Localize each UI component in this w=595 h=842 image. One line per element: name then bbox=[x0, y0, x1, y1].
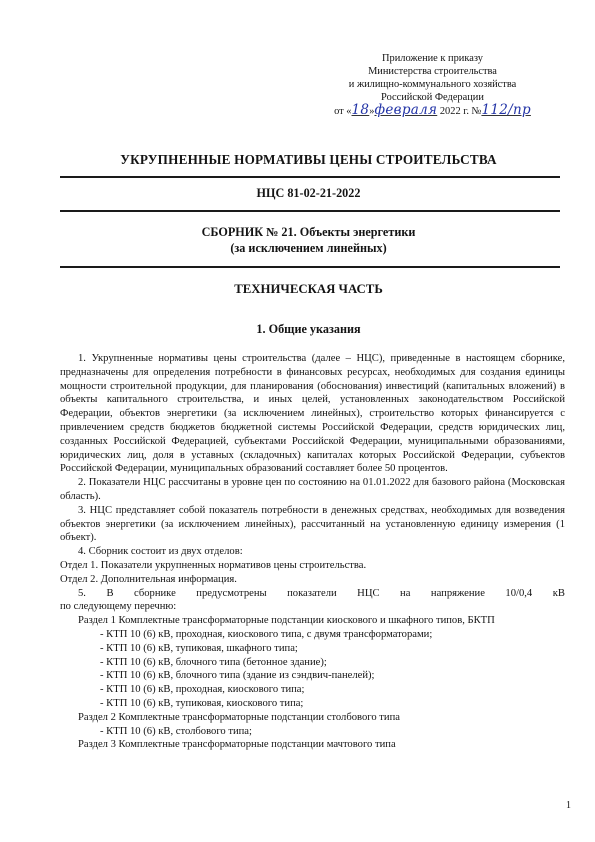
collection-title-line-2: (за исключением линейных) bbox=[230, 241, 387, 255]
p5-word: В bbox=[106, 587, 114, 599]
approval-line-4: Российской Федерации bbox=[381, 92, 484, 103]
collection-title-line-1: СБОРНИК № 21. Объекты энергетики bbox=[201, 225, 416, 239]
approval-date-line bbox=[300, 104, 565, 118]
date-month-handwritten: февраля bbox=[374, 102, 438, 118]
divider-rule bbox=[60, 210, 560, 212]
order-number-handwritten: 112/пр bbox=[481, 102, 531, 118]
p5-word: сборнике bbox=[134, 587, 176, 599]
paragraph-5 bbox=[60, 587, 565, 601]
p5-word: предусмотрены bbox=[196, 587, 267, 599]
section-heading: 1. Общие указания bbox=[256, 322, 361, 336]
p5-word: напряжение bbox=[430, 587, 485, 599]
p5-word: кВ bbox=[552, 587, 565, 599]
paragraph-4-item-1: Отдел 1. Показатели укрупненных нормативов цены строительства. bbox=[60, 559, 367, 571]
divider-rule bbox=[60, 266, 560, 268]
approval-line-1: Приложение к приказу bbox=[382, 53, 483, 64]
section-3-heading: Раздел 3 Комплектные трансформаторные подстанции мачтового типа bbox=[78, 739, 396, 751]
list-item: - КТП 10 (6) кВ, тупиковая, шкафного типа; bbox=[100, 642, 298, 654]
paragraph-4: 4. Сборник состоит из двух отделов: bbox=[78, 546, 243, 558]
approval-block bbox=[300, 52, 565, 118]
paragraph-2: 2. Показатели НЦС рассчитаны в уровне цен по состоянию на 01.01.2022 для базового района (Московская область). bbox=[60, 477, 565, 502]
p5-word: 10/0,4 bbox=[505, 587, 533, 599]
list-item: - КТП 10 (6) кВ, блочного типа (здание из сэндвич-панелей); bbox=[100, 670, 375, 682]
date-year: 2022 г. № bbox=[439, 106, 482, 117]
list-item: - КТП 10 (6) кВ, тупиковая, киоскового типа; bbox=[100, 697, 304, 709]
approval-line-3: и жилищно-коммунального хозяйства bbox=[348, 79, 517, 90]
list-item: - КТП 10 (6) кВ, проходная, киоскового типа, с двумя трансформаторами; bbox=[100, 628, 433, 640]
date-prefix: от « bbox=[334, 106, 352, 117]
document-code: НЦС 81-02-21-2022 bbox=[256, 186, 361, 200]
p5-word: на bbox=[400, 587, 411, 599]
list-item: - КТП 10 (6) кВ, проходная, киоскового типа; bbox=[100, 684, 305, 696]
body-text bbox=[60, 352, 565, 752]
date-mid: » bbox=[369, 106, 375, 117]
section-1-heading: Раздел 1 Комплектные трансформаторные подстанции киоскового и шкафного типов, БКТП bbox=[78, 615, 495, 627]
date-day-handwritten: 18 bbox=[351, 102, 370, 118]
tech-part-heading: ТЕХНИЧЕСКАЯ ЧАСТЬ bbox=[234, 282, 383, 296]
paragraph-1: 1. Укрупненные нормативы цены строительства (далее – НЦС), приведенные в настоящем сборнике, предназначены для определения потребности в финансовых ресурсах, необходимых для создания единицы мощности строительной продукции, для планирования (обоснования) инвестиций (капитальных вложений) в объекты капитального строительства, и иных целей, установленных законодательством Российской Федерации, объектов энергетики (за исключением линейных), строительство которых финансируется с привлечением средств бюджетов бюджетной системы Российской Федерации, средств юридических лиц, созданных Российской Федерацией, субъектами Российской Федерации, муниципальными образованиями, юридических лиц, доля в уставных (складочных) капиталах которых Российской Федерации, субъектов Российской Федерации, муниципальных образований составляет более 50 процентов. bbox=[60, 353, 565, 475]
paragraph-5-continuation: по следующему перечню: bbox=[60, 601, 177, 613]
page-number: 1 bbox=[566, 800, 571, 811]
p5-word: показатели bbox=[287, 587, 337, 599]
paragraph-3: 3. НЦС представляет собой показатель потребности в денежных средствах, необходимых для возведения объектов энергетики (за исключением линейных), рассчитанный на установленную единицу измерения (1 объект). bbox=[60, 504, 565, 544]
document-title: УКРУПНЕННЫЕ НОРМАТИВЫ ЦЕНЫ СТРОИТЕЛЬСТВА bbox=[120, 152, 497, 167]
paragraph-4-item-2: Отдел 2. Дополнительная информация. bbox=[60, 573, 237, 585]
list-item: - КТП 10 (6) кВ, столбового типа; bbox=[100, 725, 252, 737]
collection-title bbox=[60, 224, 557, 256]
divider-rule bbox=[60, 176, 560, 178]
section-2-heading: Раздел 2 Комплектные трансформаторные подстанции столбового типа bbox=[78, 711, 400, 723]
p5-word: 5. bbox=[78, 587, 86, 599]
approval-line-2: Министерства строительства bbox=[368, 66, 497, 77]
list-item: - КТП 10 (6) кВ, блочного типа (бетонное здание); bbox=[100, 656, 327, 668]
p5-word: НЦС bbox=[357, 587, 380, 599]
